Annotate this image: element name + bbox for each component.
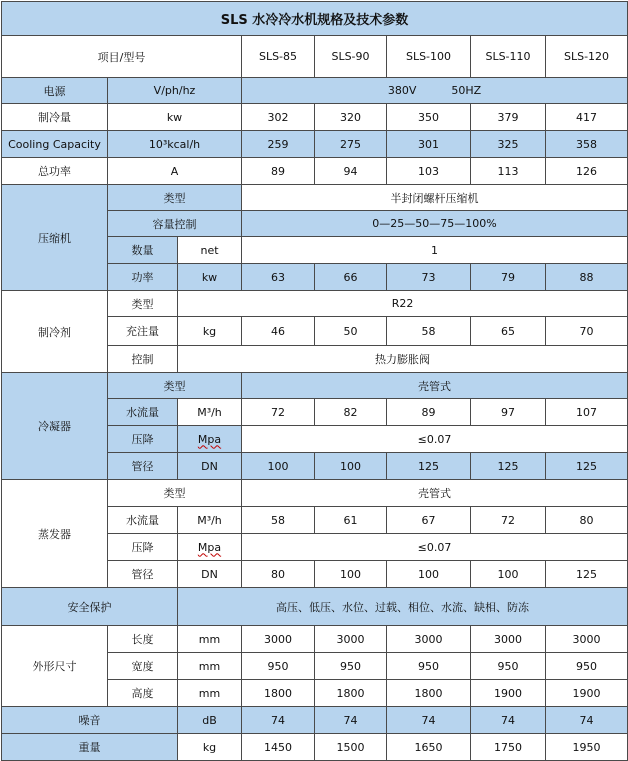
cooling-kw-unit: kw — [108, 104, 242, 131]
safety-value: 高压、低压、水位、过载、相位、水流、缺相、防冻 — [178, 588, 628, 626]
height-unit: mm — [178, 680, 242, 707]
table-cell: 302 — [242, 104, 315, 131]
table-cell: 1500 — [315, 734, 387, 761]
table-cell: 88 — [546, 264, 628, 291]
cooling-kw-label: 制冷量 — [2, 104, 108, 131]
condenser-flow-label: 水流量 — [108, 399, 178, 426]
table-cell: 950 — [387, 653, 471, 680]
length-unit: mm — [178, 626, 242, 653]
table-cell: 79 — [471, 264, 546, 291]
compressor-power-unit: kw — [178, 264, 242, 291]
table-cell: 89 — [242, 158, 315, 185]
condenser-pressure-value: ≤0.07 — [242, 426, 628, 453]
evaporator-type-row — [2, 480, 628, 507]
model-header: SLS-85 — [242, 36, 315, 78]
table-cell: 100 — [315, 561, 387, 588]
table-cell: 1650 — [387, 734, 471, 761]
table-cell: 72 — [242, 399, 315, 426]
compressor-qty-value: 1 — [242, 237, 628, 264]
capacity-control-value: 0—25—50—75—100% — [242, 211, 628, 237]
table-cell: 320 — [315, 104, 387, 131]
refrigerant-label: 制冷剂 — [2, 291, 108, 373]
table-cell: 100 — [315, 453, 387, 480]
model-header: SLS-100 — [387, 36, 471, 78]
table-cell: 1800 — [242, 680, 315, 707]
compressor-type-value: 半封闭螺杆压缩机 — [242, 185, 628, 211]
evaporator-pipe-unit: DN — [178, 561, 242, 588]
evaporator-pipe-label: 管径 — [108, 561, 178, 588]
condenser-pressure-unit — [178, 426, 242, 453]
table-cell: 66 — [315, 264, 387, 291]
condenser-type-label: 类型 — [108, 373, 242, 399]
table-cell: 1800 — [315, 680, 387, 707]
evaporator-flow-label: 水流量 — [108, 507, 178, 534]
table-cell: 103 — [387, 158, 471, 185]
table-cell: 94 — [315, 158, 387, 185]
capacity-control-label: 容量控制 — [108, 211, 242, 237]
power-supply-label: 电源 — [2, 78, 108, 104]
table-cell: 107 — [546, 399, 628, 426]
table-cell: 61 — [315, 507, 387, 534]
compressor-label: 压缩机 — [2, 185, 108, 291]
table-cell: 325 — [471, 131, 546, 158]
table-cell: 89 — [387, 399, 471, 426]
table-cell: 125 — [546, 453, 628, 480]
refrigerant-control-label: 控制 — [108, 346, 178, 373]
table-cell: 275 — [315, 131, 387, 158]
table-title: SLS 水冷冷水机规格及技术参数 — [2, 2, 628, 36]
safety-label: 安全保护 — [2, 588, 178, 626]
table-cell: 74 — [546, 707, 628, 734]
compressor-type-label: 类型 — [108, 185, 242, 211]
table-cell: 67 — [387, 507, 471, 534]
evaporator-label: 蒸发器 — [2, 480, 108, 588]
power-supply-unit: V/ph/hz — [108, 78, 242, 104]
table-cell: 72 — [471, 507, 546, 534]
table-cell: 1900 — [471, 680, 546, 707]
condenser-type-value: 壳管式 — [242, 373, 628, 399]
total-power-label: 总功率 — [2, 158, 108, 185]
model-header: SLS-110 — [471, 36, 546, 78]
table-cell: 74 — [471, 707, 546, 734]
table-cell: 74 — [315, 707, 387, 734]
table-cell: 63 — [242, 264, 315, 291]
table-cell: 100 — [471, 561, 546, 588]
table-cell: 80 — [546, 507, 628, 534]
weight-row — [2, 734, 628, 761]
refrigerant-type-value: R22 — [178, 291, 628, 317]
height-label: 高度 — [108, 680, 178, 707]
table-cell: 1900 — [546, 680, 628, 707]
table-cell: 74 — [242, 707, 315, 734]
evaporator-pressure-value: ≤0.07 — [242, 534, 628, 561]
model-header: SLS-120 — [546, 36, 628, 78]
table-cell: 74 — [387, 707, 471, 734]
cooling-kcal-row — [2, 131, 628, 158]
table-cell: 950 — [546, 653, 628, 680]
table-cell: 58 — [387, 317, 471, 346]
table-cell: 1800 — [387, 680, 471, 707]
table-cell: 80 — [242, 561, 315, 588]
total-power-row — [2, 158, 628, 185]
cooling-kcal-unit: 10³kcal/h — [108, 131, 242, 158]
table-cell: 125 — [546, 561, 628, 588]
title-row — [2, 2, 628, 36]
refrigerant-charge-label: 充注量 — [108, 317, 178, 346]
safety-row — [2, 588, 628, 626]
evaporator-pressure-unit — [178, 534, 242, 561]
table-cell: 125 — [471, 453, 546, 480]
table-cell: 97 — [471, 399, 546, 426]
table-cell: 3000 — [315, 626, 387, 653]
dimensions-label: 外形尺寸 — [2, 626, 108, 707]
table-cell: 50 — [315, 317, 387, 346]
refrigerant-type-label: 类型 — [108, 291, 178, 317]
noise-row — [2, 707, 628, 734]
refrigerant-control-value: 热力膨胀阀 — [178, 346, 628, 373]
table-cell: 1450 — [242, 734, 315, 761]
condenser-pressure-label: 压降 — [108, 426, 178, 453]
evaporator-flow-unit: M³/h — [178, 507, 242, 534]
weight-label: 重量 — [2, 734, 178, 761]
power-supply-row — [2, 78, 628, 104]
table-cell: 73 — [387, 264, 471, 291]
table-cell: 58 — [242, 507, 315, 534]
table-cell: 126 — [546, 158, 628, 185]
compressor-power-label: 功率 — [108, 264, 178, 291]
condenser-pipe-label: 管径 — [108, 453, 178, 480]
table-cell: 950 — [315, 653, 387, 680]
compressor-type-row — [2, 185, 628, 211]
table-cell: 65 — [471, 317, 546, 346]
table-cell: 379 — [471, 104, 546, 131]
table-cell: 3000 — [242, 626, 315, 653]
power-supply-value: 380V 50HZ — [242, 78, 628, 104]
total-power-unit: A — [108, 158, 242, 185]
evaporator-type-value: 壳管式 — [242, 480, 628, 507]
table-cell: 3000 — [546, 626, 628, 653]
table-cell: 301 — [387, 131, 471, 158]
spellcheck-underlined-text: Mpa — [197, 540, 222, 554]
noise-label: 噪音 — [2, 707, 178, 734]
model-header: SLS-90 — [315, 36, 387, 78]
table-cell: 350 — [387, 104, 471, 131]
table-cell: 3000 — [471, 626, 546, 653]
table-cell: 1750 — [471, 734, 546, 761]
item-model-header: 项目/型号 — [2, 36, 242, 78]
table-cell: 46 — [242, 317, 315, 346]
evaporator-pressure-label: 压降 — [108, 534, 178, 561]
width-label: 宽度 — [108, 653, 178, 680]
compressor-qty-label: 数量 — [108, 237, 178, 264]
evaporator-type-label: 类型 — [108, 480, 242, 507]
refrigerant-type-row — [2, 291, 628, 317]
table-cell: 358 — [546, 131, 628, 158]
condenser-pipe-unit: DN — [178, 453, 242, 480]
table-cell: 82 — [315, 399, 387, 426]
compressor-qty-unit: net — [178, 237, 242, 264]
condenser-flow-unit: M³/h — [178, 399, 242, 426]
table-cell: 950 — [242, 653, 315, 680]
table-cell: 259 — [242, 131, 315, 158]
condenser-type-row — [2, 373, 628, 399]
weight-unit: kg — [178, 734, 242, 761]
refrigerant-charge-unit: kg — [178, 317, 242, 346]
header-row — [2, 36, 628, 78]
cooling-kw-row — [2, 104, 628, 131]
width-unit: mm — [178, 653, 242, 680]
cooling-kcal-label: Cooling Capacity — [2, 131, 108, 158]
spec-table — [1, 1, 628, 761]
table-cell: 417 — [546, 104, 628, 131]
spellcheck-underlined-text: Mpa — [197, 432, 222, 446]
table-cell: 100 — [242, 453, 315, 480]
length-row — [2, 626, 628, 653]
table-cell: 3000 — [387, 626, 471, 653]
table-cell: 125 — [387, 453, 471, 480]
table-cell: 1950 — [546, 734, 628, 761]
table-cell: 113 — [471, 158, 546, 185]
condenser-label: 冷凝器 — [2, 373, 108, 480]
table-cell: 950 — [471, 653, 546, 680]
table-cell: 70 — [546, 317, 628, 346]
noise-unit: dB — [178, 707, 242, 734]
table-cell: 100 — [387, 561, 471, 588]
length-label: 长度 — [108, 626, 178, 653]
